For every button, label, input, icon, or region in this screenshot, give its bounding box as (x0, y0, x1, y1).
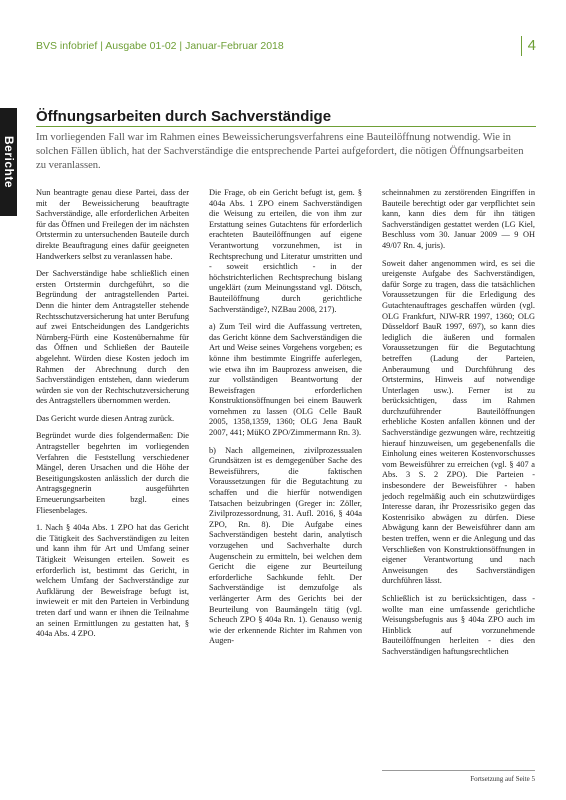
paragraph: Soweit daher angenommen wird, es sei die ureigenste Aufgabe des Sachverständigen, dafür Sorge zu tragen, dass die tatsächlichen Voraussetzungen für die Erledigung des Gutachtenauftrages geschaffen würden (vgl. OLG Frankfurt, NJW-RR 1997, 1360; OLG Düsseldorf BauR 1997, 697), so kann dies lediglich die äußeren und formalen Voraussetzungen für die Begutachtung betreffen (Ladung der Parteien, Anberaumung und Durchführung des Ortstermins, Hinweis auf notwendige Unterlagen usw.). Ferner ist zu berücksichtigen, dass im Rahmen durchzuführender Bauteilöffnungen erhebliche Kosten anfallen können und der Sachverständige gezwungen wäre, rechtzeitig hierauf hinzuweisen, um gegebenenfalls die Einholung eines weiteren Kostenvorschusses vom Beweisführer zu erreichen (vgl. § 407 a Abs. 3 S. 2 ZPO). Die Parteien - insbesondere der Beweisführer - haben jedoch regelmäßig auch ein schutzwürdiges Interesse daran, ihr Prozessrisiko gegen das Kostenrisiko abwägen zu dürfen. Diese Abwägung kann der Beweisführer dann am besten treffen, wenn er die Anlegung und das Verschließen von Konstruktionsöffnungen in eigener Verantwortung und nach Anweisungen des Sachverständigen durchführen lässt. (382, 258, 535, 586)
article-lead: Im vorliegenden Fall war im Rahmen eines Beweissicherungsverfahrens eine Bauteilöffnung notwendig. Wie in solchen Fällen üblich, hat der Sachverständige die entsprechende Partei aufgefordert, die nötigen Öffnungsarbeiten zu veranlassen. (36, 132, 524, 171)
text-column-3 (382, 188, 535, 665)
paragraph: 1. Nach § 404a Abs. 1 ZPO hat das Gericht die Tätigkeit des Sachverständigen zu leiten und kann ihm für Art und Umfang seiner Tätigkeit Weisungen erteilen. Soweit es erforderlich ist, bestimmt das Gericht, in welchem Umfang der Sachverständige zur Aufklärung der Beweisfrage befugt ist, inwieweit er mit den Parteien in Verbindung treten darf und wann er ihnen die Teilnahme an seinen Ermittlungen zu gestatten hat, § 404a Abs. 4 ZPO. (36, 523, 189, 639)
paragraph: Begründet wurde dies folgendermaßen: Die Antragsteller begehrten im vorliegenden Verfahren die Feststellung verschiedener Mängel, deren Ursachen und die Höhe der Beseitigungskosten anlässlich der durch die Antragsgegnerin ausgeführten Erneuerungsarbeiten bzgl. eines Fliesenbelages. (36, 431, 189, 515)
paragraph: Die Frage, ob ein Gericht befugt ist, gem. § 404a Abs. 1 ZPO einem Sachverständigen die Weisung zu erteilen, die von ihm zur Erstattung seines Gutachtens für erforderlich erachteten Bauteilöffnungen auf eigene Verantwortung vorzunehmen, ist in Rechtsprechung und Literatur umstritten und - soweit ersichtlich - in der höchstrichterlichen Rechtsprechung bislang ungeklärt (zum Meinungsstand vgl. Dötsch, Bauteilöffnung durch gerichtliche Sachverständige?, NZBau 2008, 217). (209, 188, 362, 314)
paragraph: a) Zum Teil wird die Auffassung vertreten, das Gericht könne dem Sachverständigen die Art und Weise seines Vorgehens vorgeben; es könne ihm bestimmte Eingriffe auferlegen, wie etwa ihn im Bauprozess anweisen, die zur vollständigen Beantwortung der Beweisfragen erforderlichen Konstruktionsöffnungen bei einem Bauwerk vornehmen zu lassen (OLG Celle BauR 2005, 1358,1359, 1360; OLG Jena BauR 2007, 441; MüKO ZPO/Zimmermann Rn. 3). (209, 322, 362, 438)
issue-info: | Ausgabe 01-02 | Januar-Februar 2018 (100, 40, 284, 52)
page-number: 4 (521, 36, 536, 56)
paragraph: b) Nach allgemeinen, zivilprozessualen Grundsätzen ist es demgegenüber Sache des Beweisführers, die faktischen Voraussetzungen für die Begutachtung zu schaffen und die hierfür notwendigen Tatsachen beizubringen (Greger in: Zöller, Zivilprozessordnung, 31. Aufl. 2016, § 404a ZPO, Rn. 8). Die Aufgabe eines Sachverständigen besteht darin, analytisch vorzugehen und Sachverhalte durch Augenschein zu ermitteln, bei welchen dem Gericht die eigene zur Beurteilung erforderliche Sachkunde fehlt. Der Sachverständige ist demzufolge als verlängerter Arm des Gerichts bei der Beurteilung von Baumängeln tätig (vgl. Scheuch ZPO § 404a Rn. 1). Genauso wenig wie der erkennende Richter im Rahmen von Augen- (209, 445, 362, 646)
article-title: Öffnungsarbeiten durch Sachverständige (36, 108, 332, 125)
continuation-note: Fortsetzung auf Seite 5 (470, 775, 535, 783)
paragraph: scheinnahmen zu zerstörenden Eingriffen in Bauteile berechtigt oder gar verpflichtet sein kann, kann dies dem für ihn tätigen Sachverständigen gestattet werden (LG Kiel, Beschluss vom 30. Januar 2009 — 9 OH 49/07 Rn. 4, juris). (382, 188, 535, 250)
section-tab-label: Berichte (1, 135, 16, 189)
paragraph: Das Gericht wurde diesen Antrag zurück. (36, 413, 175, 423)
paragraph: Schließlich ist zu berücksichtigen, dass - wollte man eine umfassende gerichtliche Weisungsbefugnis aus § 404a ZPO auch im Hinblick auf vorzunehmende Bauteilöffnungen herleiten - dies den Sachverständigen haftungsrechtlichen (382, 593, 535, 656)
paragraph: Der Sachverständige habe schließlich einen ersten Ortstermin durchgeführt, so die Begründung der antragstellenden Partei. Denn die hinter dem Antragsteller stehende Rechtsschutzversicherung hat unter Berufung auf zwei Entscheidungen des Landgerichts Nürnberg-Fürth eine Kostenübernahme für das Öffnen und Schließen der Bauteile abgelehnt. Würden diese Kosten jedoch im Rahmen der Abrechnung durch den Sachverständigen entstehen, dann wiederum würden sie von der Rechtschutzversicherung des Antragstellers übernommen werden. (36, 269, 189, 406)
page-header (36, 37, 536, 56)
continuation-divider (382, 770, 535, 771)
text-column-1 (36, 188, 189, 647)
section-tab (0, 108, 17, 216)
title-divider (36, 126, 536, 127)
text-column-2 (209, 188, 362, 654)
publication-name: BVS infobrief (36, 40, 98, 52)
paragraph: Nun beantragte genau diese Partei, dass der mit der Beweissicherung beauftragte Sachverständige, alle erforderlichen Arbeiten für das Öffnen und Freilegen der im nächsten Ortstermin zu untersuchenden Bauteile durch direkte Beauftragung eines dafür geeigneten Handwerkers selbst zu veranlassen habe. (36, 188, 189, 261)
